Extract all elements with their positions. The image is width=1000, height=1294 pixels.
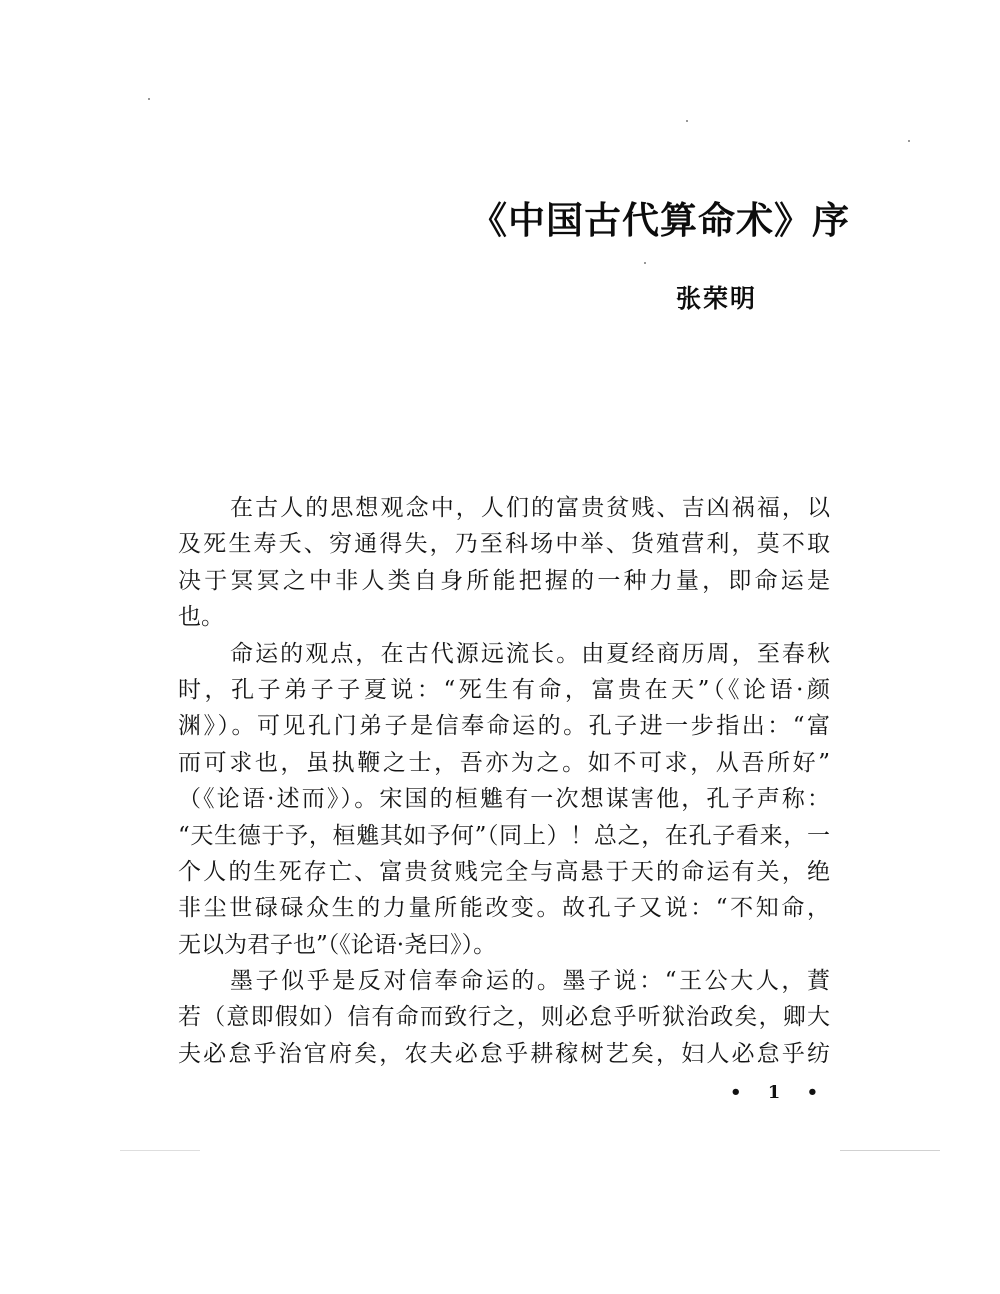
text-line: 而可求也，虽执鞭之士，吾亦为之。如不可求，从吾所好” (178, 749, 830, 776)
text-line: 墨子似乎是反对信奉命运的。墨子说：“王公大人，蕡 (230, 968, 830, 995)
text-line: 夫必怠乎治官府矣，农夫必怠乎耕稼树艺矣，妇人必怠乎纺 (178, 1040, 830, 1067)
text-line: 及死生寿夭、穷通得失，乃至科场中举、货殖营利，莫不取 (178, 531, 830, 558)
text-line: 命运的观点，在古代源远流长。由夏经商历周，至春秋 (230, 640, 830, 667)
scan-speck (644, 262, 646, 264)
scan-speck (686, 120, 688, 122)
body-text (178, 490, 830, 1072)
page-title: 《中国古代算命术》序 (470, 199, 850, 242)
text-line: 在古人的思想观念中，人们的富贵贫贱、吉凶祸福，以 (230, 495, 830, 521)
scan-edge-line (120, 1150, 200, 1151)
author-name: 张荣明 (676, 284, 758, 313)
text-line: 无以为君子也”（《论语·尧曰》）。 (178, 931, 497, 958)
text-line: 个人的生死存亡、富贵贫贱完全与高悬于天的命运有关，绝 (178, 858, 830, 885)
text-line: 非尘世碌碌众生的力量所能改变。故孔子又说：“不知命， (178, 895, 830, 922)
scan-speck (148, 98, 150, 100)
scan-edge-line (840, 1150, 940, 1151)
text-line: “天生德于予，桓魋其如予何”（同上）！总之，在孔子看来，一 (178, 822, 830, 849)
text-line: 也。 (178, 604, 224, 631)
text-line: 渊》）。可见孔门弟子是信奉命运的。孔子进一步指出：“富 (178, 713, 830, 740)
text-line: （《论语·述而》）。宋国的桓魋有一次想谋害他，孔子声称： (178, 786, 830, 813)
text-line: 决于冥冥之中非人类自身所能把握的一种力量，即命运是 (178, 567, 830, 594)
scan-speck (908, 140, 910, 142)
text-line: 时，孔子弟子子夏说：“死生有命，富贵在天”（《论语·颜 (178, 676, 830, 703)
page-number: • 1 • (730, 1082, 829, 1103)
text-line: 若（意即假如）信有命而致行之，则必怠乎听狱治政矣，卿大 (178, 1004, 830, 1031)
